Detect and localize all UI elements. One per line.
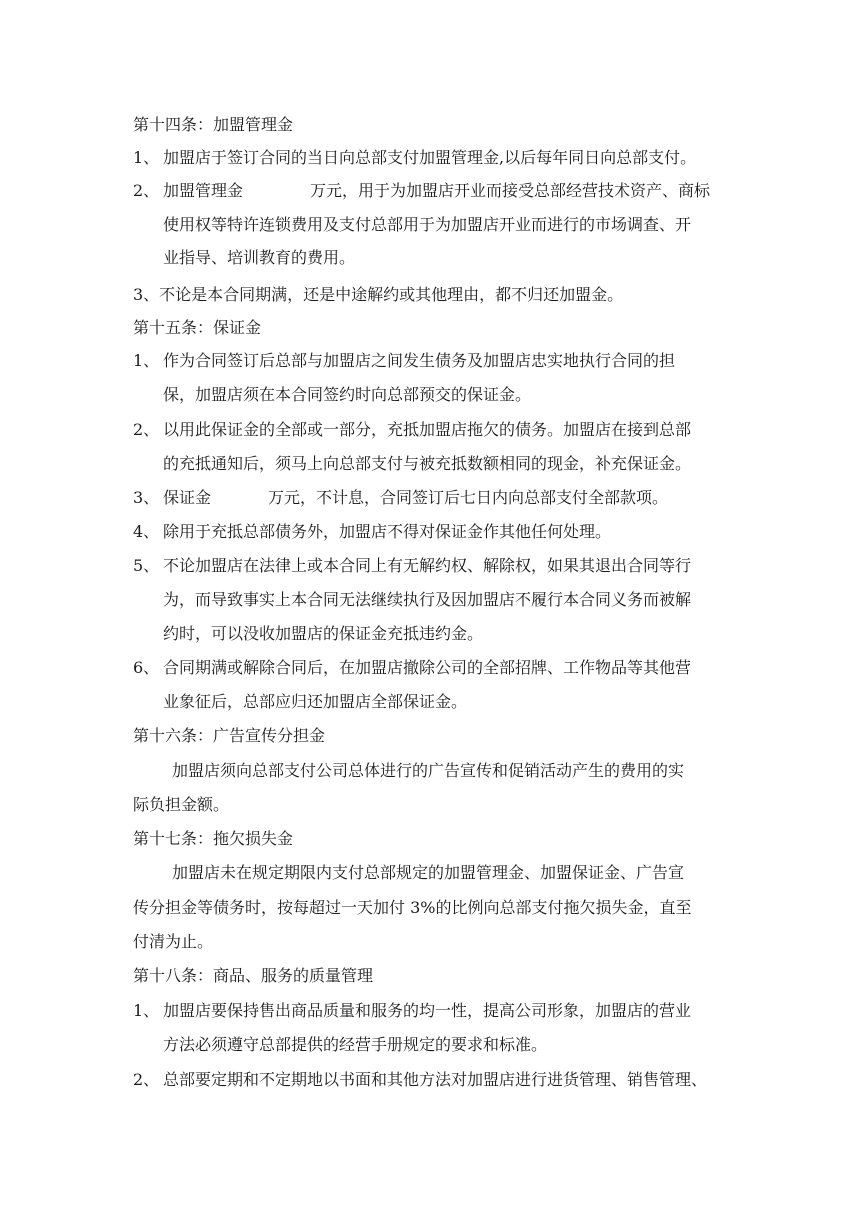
section-heading-14: 第十四条：加盟管理金 bbox=[133, 115, 294, 134]
list-item-continuation: 业指导、培训教育的费用。 bbox=[163, 248, 356, 267]
section-heading-16: 第十六条：广告宣传分担金 bbox=[133, 726, 326, 745]
list-item: 4、 除用于充抵总部债务外，加盟店不得对保证金作其他任何处理。 bbox=[133, 522, 612, 541]
list-item-continuation: 保，加盟店须在本合同签约时向总部预交的保证金。 bbox=[163, 385, 532, 404]
paragraph-line: 付清为止。 bbox=[133, 932, 214, 951]
section-heading-18: 第十八条：商品、服务的质量管理 bbox=[133, 966, 374, 985]
list-item: 1、 加盟店于签订合同的当日向总部支付加盟管理金,以后每年同日向总部支付。 bbox=[133, 148, 697, 167]
list-item: 1、 加盟店要保持售出商品质量和服务的均一性，提高公司形象，加盟店的营业 bbox=[133, 1001, 692, 1020]
list-item-continuation: 业象征后，总部应归还加盟店全部保证金。 bbox=[163, 692, 468, 711]
list-item-continuation: 方法必须遵守总部提供的经营手册规定的要求和标准。 bbox=[163, 1035, 548, 1054]
section-heading-15: 第十五条：保证金 bbox=[133, 318, 262, 337]
paragraph-line: 传分担金等债务时，按每超过一天加付 3%的比例向总部支付拖欠损失金，直至 bbox=[133, 898, 692, 917]
list-item: 2、 以用此保证金的全部或一部分，充抵加盟店拖欠的债务。加盟店在接到总部 bbox=[133, 420, 692, 439]
list-item: 5、 不论加盟店在法律上或本合同上有无解约权、解除权，如果其退出合同等行 bbox=[133, 556, 692, 575]
paragraph-line: 加盟店须向总部支付公司总体进行的广告宣传和促销活动产生的费用的实 bbox=[172, 761, 685, 780]
list-item: 2、 加盟管理金 万元，用于为加盟店开业而接受总部经营技术资产、商标 bbox=[133, 181, 711, 200]
list-item-continuation: 使用权等特许连锁费用及支付总部用于为加盟店开业而进行的市场调查、开 bbox=[163, 215, 692, 234]
section-heading-17: 第十七条：拖欠损失金 bbox=[133, 829, 294, 848]
list-item: 3、 保证金 万元，不计息，合同签订后七日内向总部支付全部款项。 bbox=[133, 488, 669, 507]
list-item: 1、 作为合同签订后总部与加盟店之间发生债务及加盟店忠实地执行合同的担 bbox=[133, 351, 676, 370]
list-item-continuation: 为，而导致事实上本合同无法继续执行及因加盟店不履行本合同义务而被解 bbox=[163, 590, 692, 609]
paragraph-line: 际负担金额。 bbox=[133, 795, 230, 814]
list-item: 2、 总部要定期和不定期地以书面和其他方法对加盟店进行进货管理、销售管理、 bbox=[133, 1070, 708, 1089]
list-item: 3、不论是本合同期满，还是中途解约或其他理由，都不归还加盟金。 bbox=[133, 285, 624, 304]
list-item-continuation: 的充抵通知后，须马上向总部支付与被充抵数额相同的现金，补充保证金。 bbox=[163, 454, 692, 473]
list-item: 6、 合同期满或解除合同后，在加盟店撤除公司的全部招牌、工作物品等其他营 bbox=[133, 658, 692, 677]
paragraph-line: 加盟店未在规定期限内支付总部规定的加盟管理金、加盟保证金、广告宣 bbox=[172, 863, 685, 882]
list-item-continuation: 约时，可以没收加盟店的保证金充抵违约金。 bbox=[163, 624, 484, 643]
